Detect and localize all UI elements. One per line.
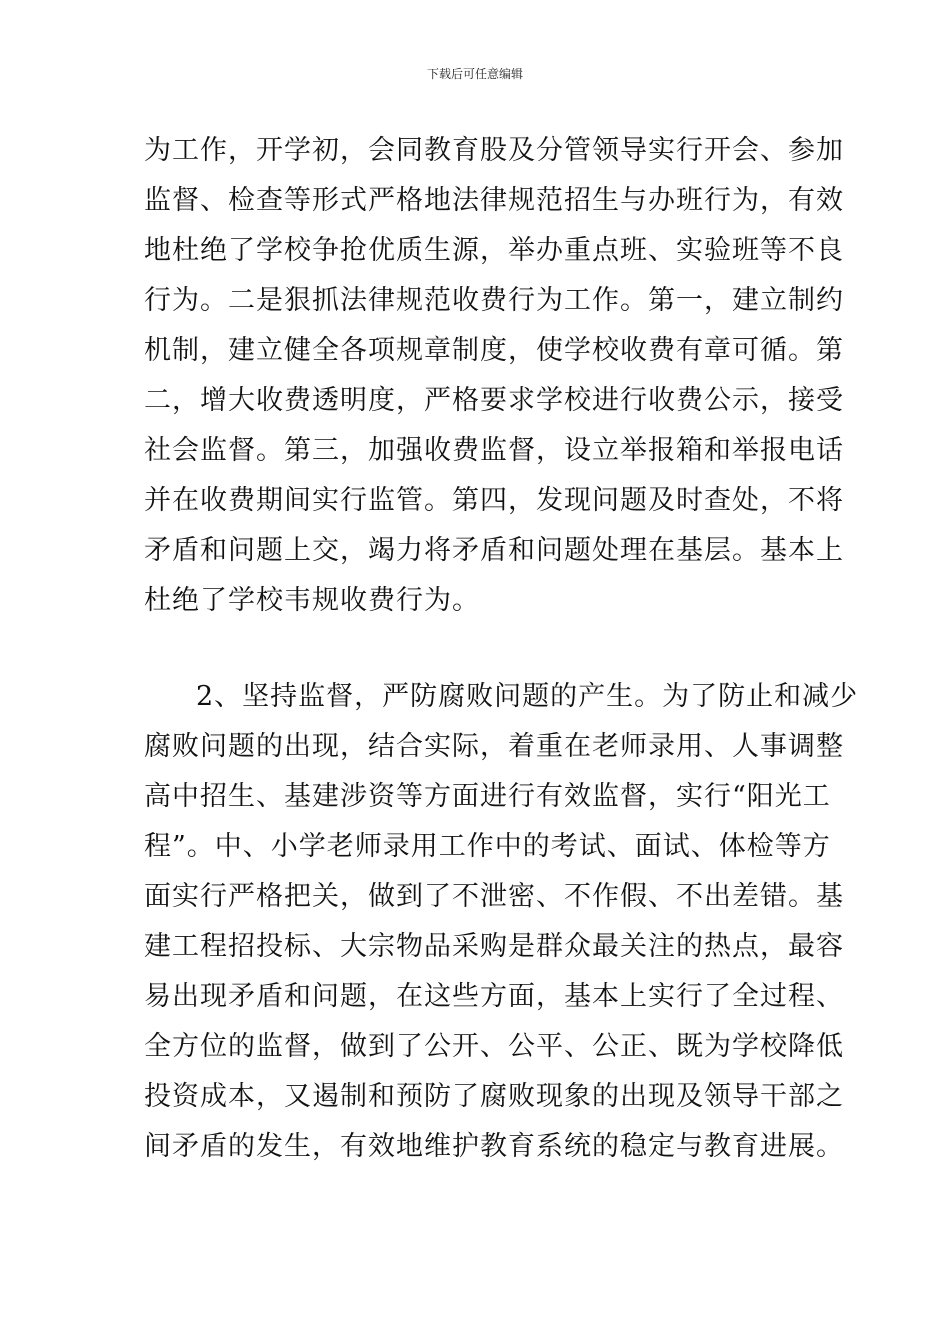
paragraph-2-line: 腐败问题的出现，结合实际，着重在老师录用、人事调整 xyxy=(144,731,844,762)
paragraph-1-line: 社会监督。第三，加强收费监督，设立举报箱和举报电话 xyxy=(144,435,844,466)
paragraph-1-line: 机制，建立健全各项规章制度，使学校收费有章可循。第 xyxy=(144,335,844,366)
paragraph-2-line: 2、坚持监督，严防腐败问题的产生。为了防止和减少 xyxy=(196,681,859,712)
paragraph-2-line: 高中招生、基建涉资等方面进行有效监督，实行“阳光工 xyxy=(144,781,831,812)
paragraph-2-line: 间矛盾的发生，有效地维护教育系统的稳定与教育进展。 xyxy=(144,1131,844,1162)
paragraph-1-line: 二，增大收费透明度，严格要求学校进行收费公示，接受 xyxy=(144,385,844,416)
paragraph-1-line: 行为。二是狠抓法律规范收费行为工作。第一，建立制约 xyxy=(144,285,844,316)
paragraph-2-line: 建工程招投标、大宗物品采购是群众最关注的热点，最容 xyxy=(144,931,844,962)
paragraph-1-line: 地杜绝了学校争抢优质生源，举办重点班、实验班等不良 xyxy=(144,235,844,266)
page-header: 下载后可任意编辑 xyxy=(426,67,523,81)
paragraph-2-line: 投资成本，又遏制和预防了腐败现象的出现及领导干部之 xyxy=(144,1081,844,1112)
paragraph-2-line: 面实行严格把关，做到了不泄密、不作假、不出差错。基 xyxy=(144,881,844,912)
paragraph-1-line: 监督、检查等形式严格地法律规范招生与办班行为，有效 xyxy=(144,185,844,216)
paragraph-2-line: 程”。中、小学老师录用工作中的考试、面试、体检等方 xyxy=(144,831,831,862)
paragraph-1-line: 矛盾和问题上交，竭力将矛盾和问题处理在基层。基本上 xyxy=(144,535,844,566)
paragraph-1-line: 杜绝了学校韦规收费行为。 xyxy=(144,585,480,616)
paragraph-2-line: 易出现矛盾和问题，在这些方面，基本上实行了全过程、 xyxy=(144,981,844,1012)
paragraph-2-line: 全方位的监督，做到了公开、公平、公正、既为学校降低 xyxy=(144,1031,844,1062)
paragraph-1-line: 为工作，开学初，会同教育股及分管领导实行开会、参加 xyxy=(144,135,844,166)
paragraph-1-line: 并在收费期间实行监管。第四，发现问题及时查处，不将 xyxy=(144,485,844,516)
